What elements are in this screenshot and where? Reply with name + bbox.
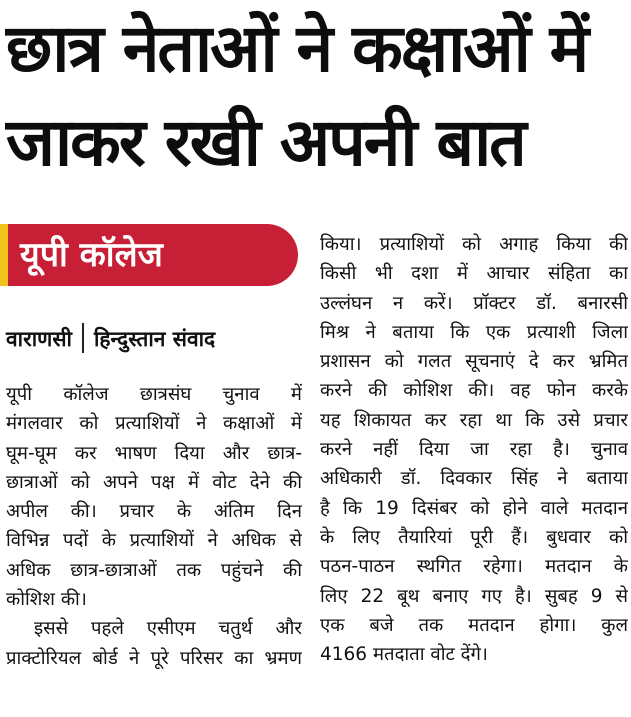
body-line: इससे पहले एसीएम चतुर्थ और xyxy=(34,618,302,640)
article-column-right xyxy=(320,230,628,669)
dateline-source: हिन्दुस्तान संवाद xyxy=(93,327,216,351)
body-line: करने की कोशिश की। वह फोन करके xyxy=(320,380,628,402)
dateline-separator xyxy=(82,323,84,353)
body-line: प्रशासन को गलत सूचनाएं दे कर भ्रमित xyxy=(320,351,628,373)
headline xyxy=(6,2,628,190)
body-line: के लिए तैयारियां पूरी हैं। बुधवार को xyxy=(320,526,628,548)
dateline-place: वाराणसी xyxy=(6,327,72,351)
body-line: छात्राओं को अपने पक्ष में वोट देने की xyxy=(6,471,302,493)
body-line: किसी भी दशा में आचार संहिता का xyxy=(320,263,628,285)
dateline xyxy=(6,322,215,356)
body-line: लिए 22 बूथ बनाए गए है। सुबह 9 से xyxy=(320,585,628,607)
body-line: मिश्र ने बताया कि एक प्रत्याशी जिला xyxy=(320,321,628,343)
body-line: अपील की। प्रचार के अंतिम दिन xyxy=(6,501,302,523)
body-line: विभिन्न पदों के प्रत्याशियों ने अधिक से xyxy=(6,530,302,552)
body-line: यूपी कॉलेज छात्रसंघ चुनाव में xyxy=(6,384,302,405)
body-line: कोशिश की। xyxy=(6,589,87,611)
body-line: यह शिकायत कर रहा था कि उसे प्रचार xyxy=(320,409,628,431)
body-line: पठन-पाठन स्थगित रहेगा। मतदान के xyxy=(320,556,628,578)
body-line: मंगलवार को प्रत्याशियों ने कक्षाओं में xyxy=(6,413,302,435)
banner-label: यूपी कॉलेज xyxy=(20,235,163,275)
body-line: घूम-घूम कर भाषण दिया और छात्र- xyxy=(6,442,302,464)
body-line: एक बजे तक मतदान होगा। कुल xyxy=(320,614,628,636)
body-line: 4166 मतदाता वोट देंगे। xyxy=(320,644,488,666)
body-line: उल्लंघन न करें। प्रॉक्टर डॉ. बनारसी xyxy=(320,292,628,314)
banner-accent-stripe xyxy=(0,224,8,286)
article-column-left xyxy=(6,380,302,673)
body-line: करने नहीं दिया जा रहा है। चुनाव xyxy=(320,439,628,461)
headline-line-2: जाकर रखी अपनी बात xyxy=(6,104,525,181)
section-banner xyxy=(0,224,298,286)
body-line: किया। प्रत्याशियों को अगाह किया की xyxy=(320,234,628,255)
body-line: है कि 19 दिसंबर को होने वाले मतदान xyxy=(320,497,628,519)
body-line: अधिकारी डॉ. दिवकार सिंह ने बताया xyxy=(320,468,628,490)
body-line: प्राक्टोरियल बोर्ड ने पूरे परिसर का भ्रमण xyxy=(6,647,302,669)
body-line: अधिक छात्र-छात्राओं तक पहुंचने की xyxy=(6,559,302,581)
headline-line-1: छात्र नेताओं ने कक्षाओं में xyxy=(6,10,588,87)
